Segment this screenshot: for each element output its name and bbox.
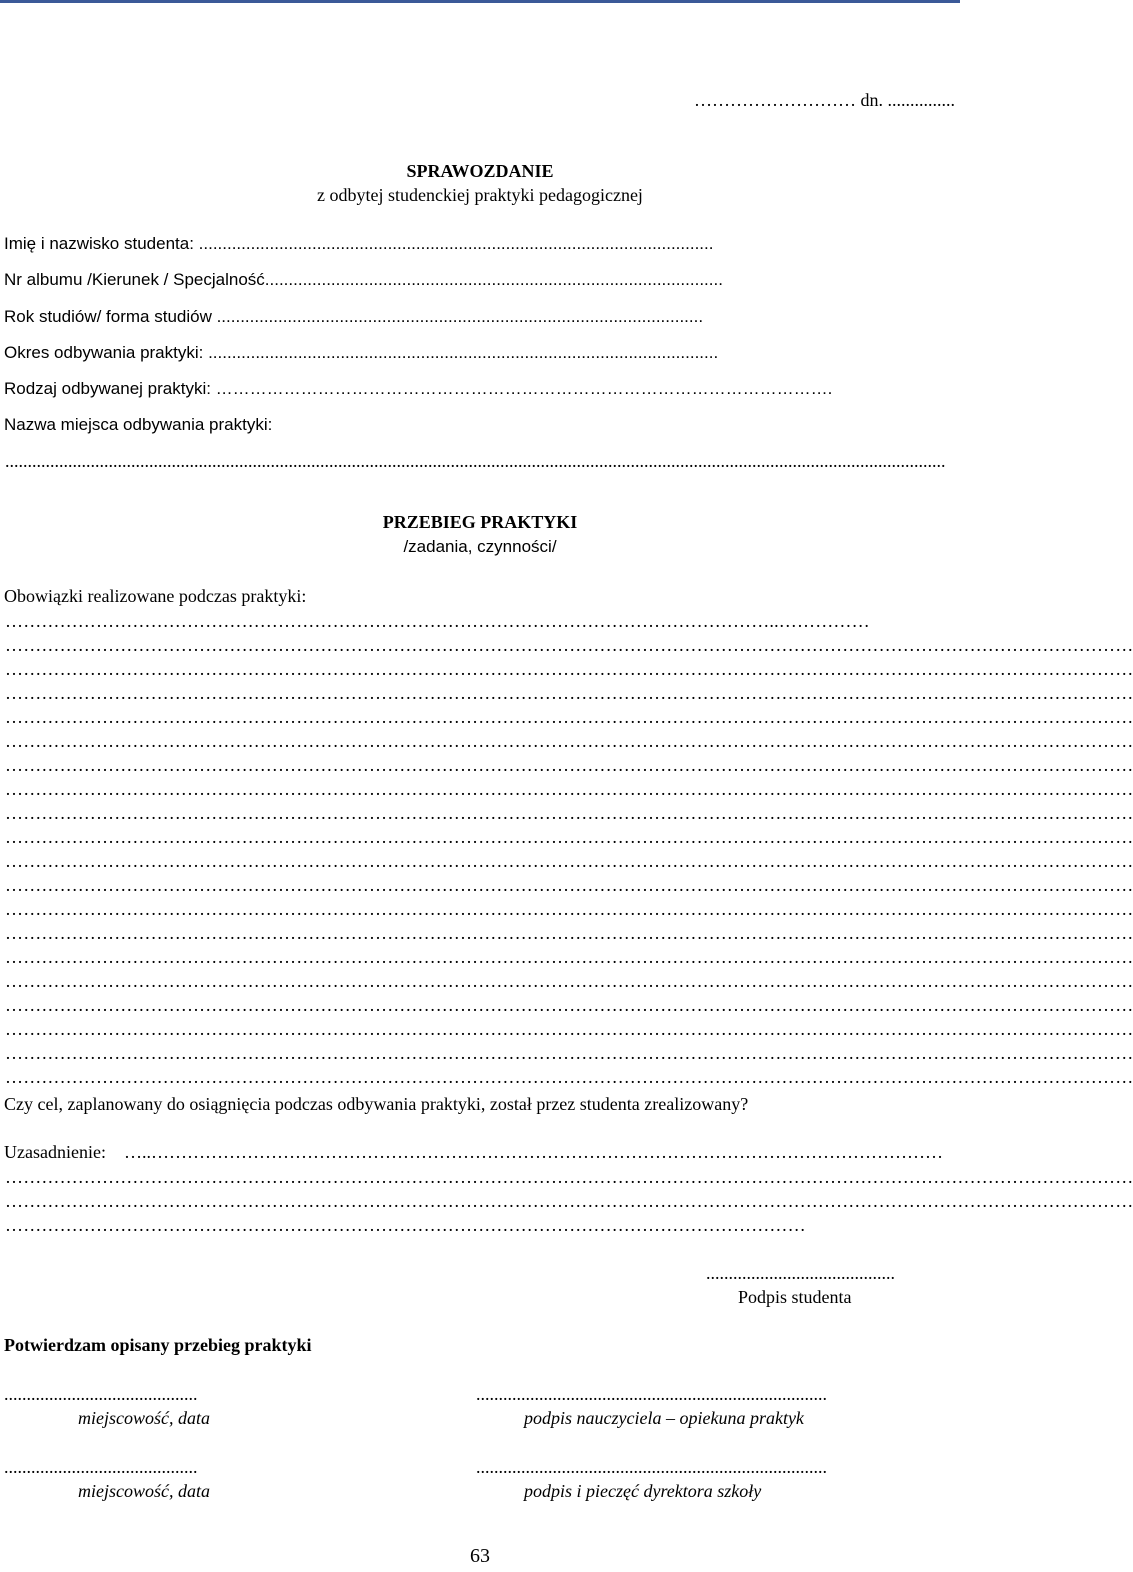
justification-label: Uzasadnienie: xyxy=(4,1142,106,1162)
duties-line: …………………………………………………………………………………………………………………………………………………………………… xyxy=(5,659,1133,679)
field-type: Rodzaj odbywanej praktyki: ………………………………………………………………………………………………. xyxy=(4,379,833,398)
duties-line: …………………………………………………………………………………………………………………………………………………………………… xyxy=(5,851,1133,871)
duties-line: …………………………………………………………………………………………………………………………………………………………………… xyxy=(5,683,1133,703)
student-signature-dots: .......................................... xyxy=(706,1263,895,1283)
page-number: 63 xyxy=(470,1545,490,1567)
justification-line: …………………………………………………………………………………………………………………… xyxy=(5,1215,806,1235)
duties-line: …………………………………………………………………………………………………………………………………………………………………… xyxy=(5,707,1133,727)
duties-line: …………………………………………………………………………………………………………………………………………………………………… xyxy=(5,1043,1133,1063)
confirmation-title: Potwierdzam opisany przebieg praktyki xyxy=(4,1335,312,1355)
place-date-label-1: miejscowość, data xyxy=(78,1408,210,1428)
duties-line: …………………………………………………………………………………………………………………………………………………………………… xyxy=(5,875,1133,895)
field-place-dots: ................................................................................................................................................................................................................. xyxy=(5,451,946,471)
top-border xyxy=(0,0,960,3)
document-title: SPRAWOZDANIE xyxy=(406,161,554,181)
field-year: Rok studiów/ forma studiów ....................................................................................................... xyxy=(4,307,704,326)
duties-line: …………………………………………………………………………………………………………………………………………………………………… xyxy=(5,1019,1133,1039)
duties-line: …………………………………………………………………………………………………………………………………………………………………… xyxy=(5,995,1133,1015)
duties-line: …………………………………………………………………………………………………………………………………………………………………… xyxy=(5,947,1133,967)
section-title: PRZEBIEG PRAKTYKI xyxy=(382,512,578,532)
justification-line: …………………………………………………………………………………………………………………………………………………………………… xyxy=(5,1167,1133,1187)
date-line: ……………………… dn. ............... xyxy=(694,90,955,110)
teacher-sign-label: podpis nauczyciela – opiekuna praktyk xyxy=(524,1408,804,1428)
duties-line: …………………………………………………………………………………………………………………………………………………………………… xyxy=(5,731,1133,751)
place-date-dots-2: ........................................... xyxy=(4,1457,198,1477)
duties-line: …………………………………………………………………………………………………………………………………………………………………… xyxy=(5,803,1133,823)
duties-line: …………………………………………………………………………………………………………………………………………………………………… xyxy=(5,779,1133,799)
duties-line: …………………………………………………………………………………………………………………………………………………………………… xyxy=(5,923,1133,943)
duties-line: …………………………………………………………………………………………………………………………………………………………………… xyxy=(5,755,1133,775)
field-period: Okres odbywania praktyki: ............................................................................................................ xyxy=(4,343,719,362)
student-signature-label: Podpis studenta xyxy=(738,1287,852,1307)
field-album: Nr albumu /Kierunek / Specjalność................................................................................................. xyxy=(4,270,723,289)
section-subtitle: /zadania, czynności/ xyxy=(403,537,557,556)
place-date-label-2: miejscowość, data xyxy=(78,1481,210,1501)
duties-line: ………………………………………………………………………………………………………………..…………… xyxy=(5,611,870,631)
duties-line: …………………………………………………………………………………………………………………………………………………………………… xyxy=(5,971,1133,991)
duties-line: …………………………………………………………………………………………………………………………………………………………………… xyxy=(5,1067,1133,1087)
document-subtitle: z odbytej studenckiej praktyki pedagogicznej xyxy=(317,185,643,205)
justification-dots: …..…………………………………………………………………………………………………………………… xyxy=(124,1142,943,1162)
duties-line: …………………………………………………………………………………………………………………………………………………………………… xyxy=(5,827,1133,847)
director-sign-label: podpis i pieczęć dyrektora szkoły xyxy=(524,1481,762,1501)
justification-line: …………………………………………………………………………………………………………………………………………………………………… xyxy=(5,1191,1133,1211)
duties-line: …………………………………………………………………………………………………………………………………………………………………… xyxy=(5,635,1133,655)
duties-line: …………………………………………………………………………………………………………………………………………………………………… xyxy=(5,899,1133,919)
director-sign-dots: .............................................................................. xyxy=(476,1457,827,1477)
duties-label: Obowiązki realizowane podczas praktyki: xyxy=(4,586,307,606)
place-date-dots-1: ........................................... xyxy=(4,1384,198,1404)
goal-question: Czy cel, zaplanowany do osiągnięcia podczas odbywania praktyki, został przez studenta zrealizowany? xyxy=(4,1094,749,1114)
teacher-sign-dots: .............................................................................. xyxy=(476,1384,827,1404)
field-place-label: Nazwa miejsca odbywania praktyki: xyxy=(4,415,273,434)
field-student-name: Imię i nazwisko studenta: ............................................................................................................. xyxy=(4,234,714,253)
